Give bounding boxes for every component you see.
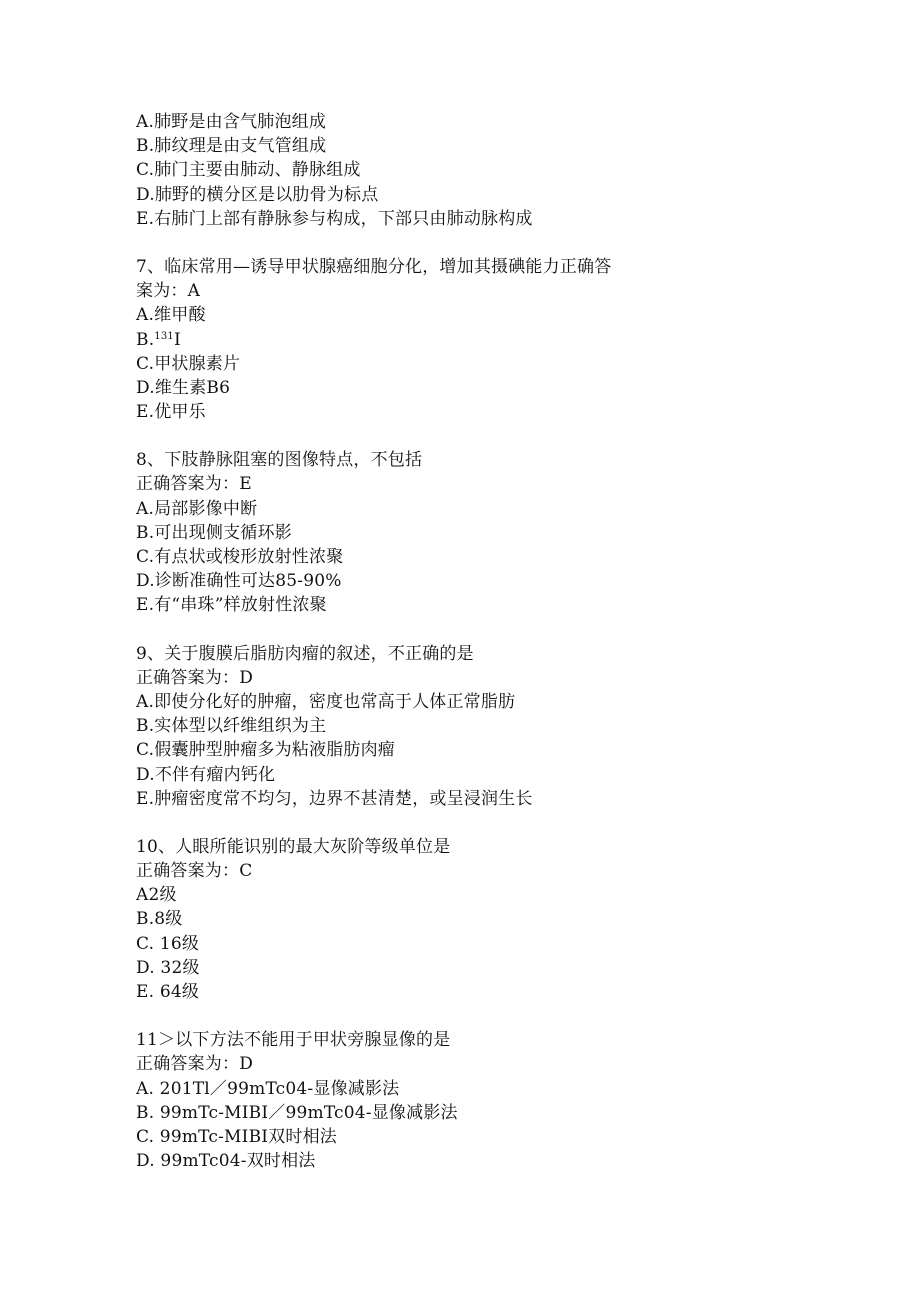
text-line: A.维甲酸 — [136, 305, 206, 326]
text-line: 正确答案为：E — [136, 474, 252, 495]
text-line: B.可出现侧支循环影 — [136, 522, 292, 543]
text-line: 7、临床常用—诱导甲状腺癌细胞分化，增加其摄碘能力正确答 — [136, 256, 612, 277]
question-block — [136, 642, 876, 811]
options-block — [136, 110, 876, 231]
text-line: 正确答案为：D — [136, 1054, 254, 1075]
text-line: D. 32级 — [136, 957, 200, 978]
question-block — [136, 1028, 876, 1173]
text-line: 10、人眼所能识别的最大灰阶等级单位是 — [136, 836, 451, 857]
text-line: E.优甲乐 — [136, 402, 206, 423]
text-line: 正确答案为：C — [136, 861, 253, 882]
text-line: 8、下肢静脉阻塞的图像特点，不包括 — [136, 450, 423, 471]
question-block — [136, 835, 876, 1004]
text-line: 正确答案为：D — [136, 667, 254, 688]
text-line: A.局部影像中断 — [136, 498, 258, 519]
text-line: D.诊断准确性可达85-90% — [136, 571, 342, 592]
text-line: C.肺门主要由肺动、静脉组成 — [136, 160, 361, 181]
superscript-mass-number: 131 — [154, 330, 174, 342]
text-line: E.右肺门上部有静脉参与构成，下部只由肺动脉构成 — [136, 208, 533, 229]
text-line: C.甲状腺素片 — [136, 353, 241, 374]
question-block — [136, 255, 876, 424]
text-line: A2级 — [136, 885, 177, 906]
text-line: A.肺野是由含气肺泡组成 — [136, 112, 327, 132]
option-prefix: B. — [136, 329, 155, 350]
text-line-superscript — [136, 328, 876, 352]
text-line: D.肺野的横分区是以肋骨为标点 — [136, 184, 379, 205]
text-line: C. 99mTc-MIBI双时相法 — [136, 1126, 337, 1147]
text-line: C.假囊肿型肿瘤多为粘液脂肪肉瘤 — [136, 740, 396, 761]
text-line: B.8级 — [136, 909, 183, 930]
text-line: B.肺纹理是由支气管组成 — [136, 136, 327, 157]
text-line: D.不伴有瘤内钙化 — [136, 764, 276, 785]
element-symbol: I — [173, 329, 181, 350]
text-line: E.肿瘤密度常不均匀，边界不甚清楚，或呈浸润生长 — [136, 788, 533, 809]
text-line: E.有“串珠”样放射性浓聚 — [136, 595, 327, 616]
text-line: 9、关于腹膜后脂肪肉瘤的叙述，不正确的是 — [136, 643, 474, 664]
text-line: C. 16级 — [136, 933, 200, 954]
text-line: E. 64级 — [136, 982, 200, 1002]
document-body — [136, 110, 876, 1197]
text-line: C.有点状或梭形放射性浓聚 — [136, 547, 344, 567]
text-line: A. 201Tl／99mTc04-显像减影法 — [136, 1078, 400, 1099]
text-line: B. 99mTc-MIBI／99mTc04-显像减影法 — [136, 1102, 458, 1123]
text-line: D.维生素B6 — [136, 377, 231, 398]
text-line: 案为：A — [136, 281, 201, 302]
text-line: A.即使分化好的肿瘤，密度也常高于人体正常脂肪 — [136, 691, 516, 712]
text-line: 11＞以下方法不能用于甲状旁腺显像的是 — [136, 1030, 451, 1051]
question-block — [136, 448, 876, 617]
text-line: B.实体型以纤维组织为主 — [136, 716, 327, 737]
text-line: D. 99mTc04-双时相法 — [136, 1151, 316, 1172]
